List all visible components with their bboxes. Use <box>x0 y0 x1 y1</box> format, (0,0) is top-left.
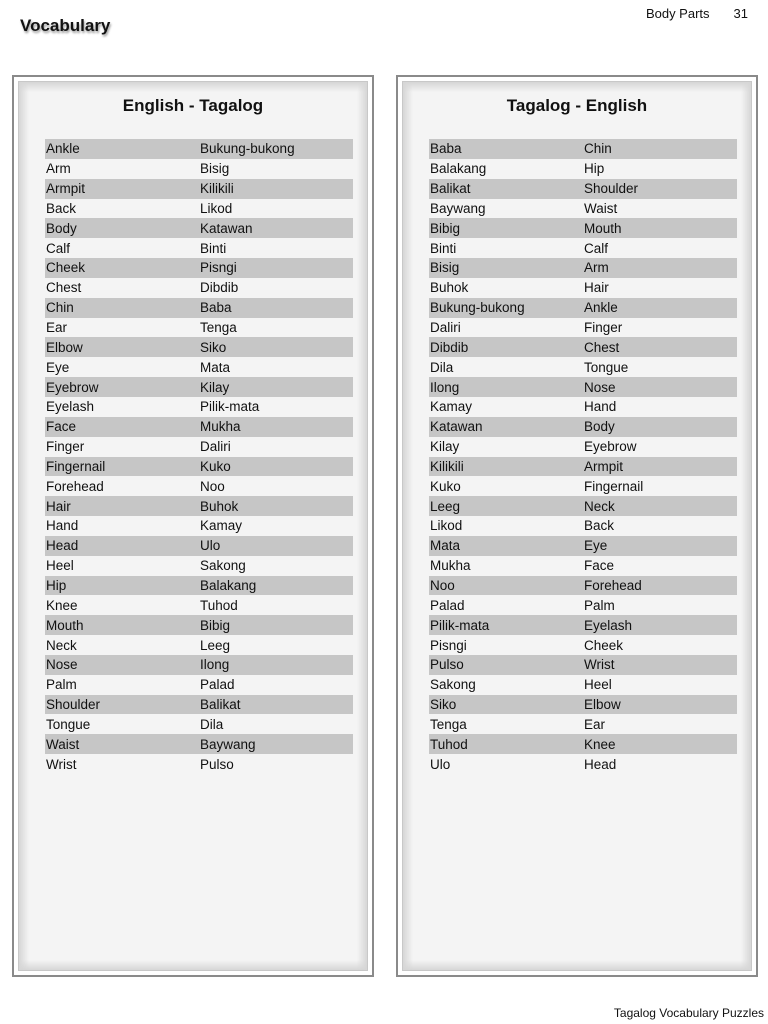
translation-word: Kuko <box>200 458 231 474</box>
translation-word: Chest <box>584 339 620 355</box>
vocabulary-row <box>429 635 737 655</box>
source-word: Sakong <box>430 677 476 693</box>
vocabulary-row <box>429 238 737 258</box>
translation-word: Palm <box>584 597 615 613</box>
source-word: Shoulder <box>46 697 101 713</box>
source-word: Armpit <box>46 181 86 197</box>
vocabulary-row <box>429 258 737 278</box>
vocabulary-row <box>429 655 737 675</box>
translation-word: Pilik-mata <box>200 399 260 415</box>
vocabulary-row <box>45 139 353 159</box>
source-word: Baywang <box>430 200 486 216</box>
vocabulary-row <box>429 357 737 377</box>
panel-background <box>402 81 752 971</box>
vocabulary-row <box>45 199 353 219</box>
translation-word: Palad <box>200 677 235 693</box>
source-word: Forehead <box>46 478 104 494</box>
translation-word: Balikat <box>200 697 241 713</box>
vocabulary-row <box>45 516 353 536</box>
translation-word: Bibig <box>200 617 231 633</box>
translation-word: Dila <box>200 716 224 732</box>
translation-word: Baba <box>200 300 232 316</box>
translation-word: Ankle <box>584 300 618 316</box>
vocabulary-row <box>45 258 353 278</box>
vocabulary-row <box>429 179 737 199</box>
vocabulary-row <box>45 476 353 496</box>
translation-word: Face <box>584 558 615 574</box>
source-word: Hair <box>46 498 71 514</box>
source-word: Kamay <box>430 399 473 415</box>
vocabulary-row <box>45 218 353 238</box>
source-word: Mukha <box>430 558 471 574</box>
vocabulary-row <box>429 516 737 536</box>
translation-word: Cheek <box>584 637 624 653</box>
source-word: Bibig <box>430 220 461 236</box>
translation-word: Elbow <box>584 697 621 713</box>
source-word: Finger <box>46 439 85 455</box>
vocabulary-row <box>45 734 353 754</box>
source-word: Nose <box>46 657 78 673</box>
vocabulary-row <box>45 635 353 655</box>
vocabulary-row <box>45 238 353 258</box>
source-word: Likod <box>430 518 463 534</box>
vocabulary-row <box>429 318 737 338</box>
source-word: Palad <box>430 597 465 613</box>
translation-word: Hair <box>584 280 609 296</box>
translation-word: Arm <box>584 260 609 276</box>
source-word: Cheek <box>46 260 86 276</box>
translation-word: Kamay <box>200 518 243 534</box>
vocabulary-row <box>429 476 737 496</box>
translation-word: Neck <box>584 498 615 514</box>
source-word: Fingernail <box>46 458 106 474</box>
translation-word: Eyelash <box>584 617 633 633</box>
translation-word: Siko <box>200 339 227 355</box>
translation-word: Nose <box>584 379 616 395</box>
vocabulary-row <box>45 576 353 596</box>
translation-word: Back <box>584 518 615 534</box>
translation-word: Chin <box>584 141 612 157</box>
vocabulary-row <box>429 139 737 159</box>
translation-word: Eyebrow <box>584 439 637 455</box>
vocabulary-row <box>429 496 737 516</box>
vocabulary-row <box>429 298 737 318</box>
vocabulary-row <box>45 357 353 377</box>
vocabulary-row <box>45 417 353 437</box>
vocabulary-row <box>429 278 737 298</box>
vocabulary-row <box>429 437 737 457</box>
source-word: Katawan <box>430 419 483 435</box>
vocabulary-row <box>45 695 353 715</box>
source-word: Knee <box>46 597 78 613</box>
vocabulary-row <box>429 675 737 695</box>
source-word: Waist <box>46 736 80 752</box>
source-word: Hand <box>46 518 79 534</box>
vocabulary-row <box>45 457 353 477</box>
vocabulary-row <box>45 675 353 695</box>
translation-word: Mouth <box>584 220 622 236</box>
translation-word: Fingernail <box>584 478 644 494</box>
english-tagalog-panel <box>12 75 374 977</box>
source-word: Pisngi <box>430 637 467 653</box>
vocabulary-row <box>45 655 353 675</box>
panel-title: Tagalog - English <box>506 96 648 115</box>
section-name: Body Parts <box>645 6 710 21</box>
translation-word: Pisngi <box>200 260 237 276</box>
source-word: Kilikili <box>430 458 464 474</box>
source-word: Mata <box>430 538 461 554</box>
translation-word: Baywang <box>200 736 256 752</box>
translation-word: Forehead <box>584 577 642 593</box>
vocabulary-row <box>45 496 353 516</box>
vocabulary-row <box>45 377 353 397</box>
vocabulary-row <box>45 278 353 298</box>
vocabulary-list <box>429 139 737 774</box>
translation-word: Tuhod <box>200 597 238 613</box>
vocabulary-list <box>45 139 353 774</box>
vocabulary-row <box>429 417 737 437</box>
vocabulary-row <box>429 377 737 397</box>
source-word: Eye <box>46 359 70 375</box>
translation-word: Wrist <box>584 657 615 673</box>
source-word: Face <box>46 419 77 435</box>
translation-word: Sakong <box>200 558 246 574</box>
translation-word: Katawan <box>200 220 253 236</box>
vocabulary-row <box>45 179 353 199</box>
translation-word: Head <box>584 756 617 772</box>
source-word: Eyebrow <box>46 379 99 395</box>
source-word: Leeg <box>430 498 461 514</box>
source-word: Chest <box>46 280 82 296</box>
source-word: Arm <box>46 161 71 177</box>
page-header <box>646 6 748 21</box>
translation-word: Bukung-bukong <box>200 141 295 157</box>
translation-word: Tongue <box>584 359 629 375</box>
source-word: Back <box>46 200 77 216</box>
source-word: Baba <box>430 141 462 157</box>
vocabulary-row <box>45 754 353 774</box>
translation-word: Kilay <box>200 379 230 395</box>
translation-word: Ilong <box>200 657 230 673</box>
source-word: Chin <box>46 300 74 316</box>
vocabulary-row <box>45 615 353 635</box>
panel-background <box>18 81 368 971</box>
vocabulary-row <box>429 734 737 754</box>
translation-word: Waist <box>584 200 618 216</box>
source-word: Ear <box>46 320 68 336</box>
source-word: Binti <box>430 240 457 256</box>
source-word: Tongue <box>46 716 91 732</box>
source-word: Buhok <box>430 280 469 296</box>
translation-word: Hip <box>584 161 605 177</box>
vocabulary-row <box>429 556 737 576</box>
vocabulary-row <box>45 298 353 318</box>
source-word: Kuko <box>430 478 461 494</box>
vocabulary-row <box>45 437 353 457</box>
source-word: Hip <box>46 577 67 593</box>
translation-word: Shoulder <box>584 181 639 197</box>
vocabulary-row <box>429 397 737 417</box>
translation-word: Ear <box>584 716 606 732</box>
vocabulary-row <box>429 337 737 357</box>
source-word: Ulo <box>430 756 451 772</box>
source-word: Dibdib <box>430 339 469 355</box>
source-word: Eyelash <box>46 399 95 415</box>
translation-word: Knee <box>584 736 616 752</box>
vocabulary-row <box>45 337 353 357</box>
source-word: Mouth <box>46 617 84 633</box>
source-word: Palm <box>46 677 77 693</box>
translation-word: Likod <box>200 200 233 216</box>
translation-word: Dibdib <box>200 280 239 296</box>
vocabulary-row <box>429 754 737 774</box>
translation-word: Kilikili <box>200 181 234 197</box>
translation-word: Tenga <box>200 320 237 336</box>
vocabulary-row <box>429 695 737 715</box>
vocabulary-row <box>429 576 737 596</box>
translation-word: Hand <box>584 399 617 415</box>
page-number: 31 <box>733 6 748 21</box>
vocabulary-row <box>45 397 353 417</box>
translation-word: Binti <box>200 240 227 256</box>
translation-word: Noo <box>200 478 225 494</box>
source-word: Daliri <box>430 320 461 336</box>
vocabulary-row <box>45 536 353 556</box>
translation-word: Mata <box>200 359 231 375</box>
source-word: Elbow <box>46 339 83 355</box>
vocabulary-row <box>429 714 737 734</box>
source-word: Tenga <box>430 716 467 732</box>
vocabulary-row <box>45 595 353 615</box>
source-word: Kilay <box>430 439 460 455</box>
source-word: Calf <box>46 240 71 256</box>
vocabulary-row <box>45 159 353 179</box>
vocabulary-row <box>429 536 737 556</box>
translation-word: Balakang <box>200 577 257 593</box>
translation-word: Ulo <box>200 538 221 554</box>
translation-word: Finger <box>584 320 623 336</box>
translation-word: Body <box>584 419 615 435</box>
vocabulary-row <box>429 159 737 179</box>
vocabulary-row <box>45 714 353 734</box>
source-word: Pulso <box>430 657 464 673</box>
source-word: Tuhod <box>430 736 468 752</box>
translation-word: Mukha <box>200 419 241 435</box>
vocabulary-row <box>429 595 737 615</box>
translation-word: Bisig <box>200 161 230 177</box>
source-word: Bisig <box>430 260 460 276</box>
translation-word: Calf <box>584 240 609 256</box>
source-word: Ankle <box>46 141 80 157</box>
source-word: Pilik-mata <box>430 617 490 633</box>
translation-word: Buhok <box>200 498 239 514</box>
source-word: Wrist <box>46 756 77 772</box>
translation-word: Pulso <box>200 756 234 772</box>
source-word: Neck <box>46 637 77 653</box>
vocabulary-row <box>429 457 737 477</box>
panel-title: English - Tagalog <box>122 96 264 115</box>
source-word: Heel <box>46 558 74 574</box>
translation-word: Eye <box>584 538 608 554</box>
vocabulary-row <box>429 199 737 219</box>
page-footer: Tagalog Vocabulary Puzzles <box>613 1006 764 1020</box>
source-word: Bukung-bukong <box>430 300 525 316</box>
source-word: Body <box>46 220 77 236</box>
source-word: Noo <box>430 577 455 593</box>
vocabulary-row <box>429 218 737 238</box>
source-word: Balakang <box>430 161 487 177</box>
translation-word: Daliri <box>200 439 231 455</box>
source-word: Dila <box>430 359 454 375</box>
vocabulary-row <box>45 556 353 576</box>
source-word: Head <box>46 538 79 554</box>
vocabulary-row <box>45 318 353 338</box>
source-word: Siko <box>430 697 457 713</box>
vocabulary-row <box>429 615 737 635</box>
translation-word: Armpit <box>584 458 624 474</box>
translation-word: Heel <box>584 677 612 693</box>
translation-word: Leeg <box>200 637 231 653</box>
source-word: Balikat <box>430 181 471 197</box>
source-word: Ilong <box>430 379 460 395</box>
page-title: Vocabulary <box>20 16 111 35</box>
tagalog-english-panel <box>396 75 758 977</box>
